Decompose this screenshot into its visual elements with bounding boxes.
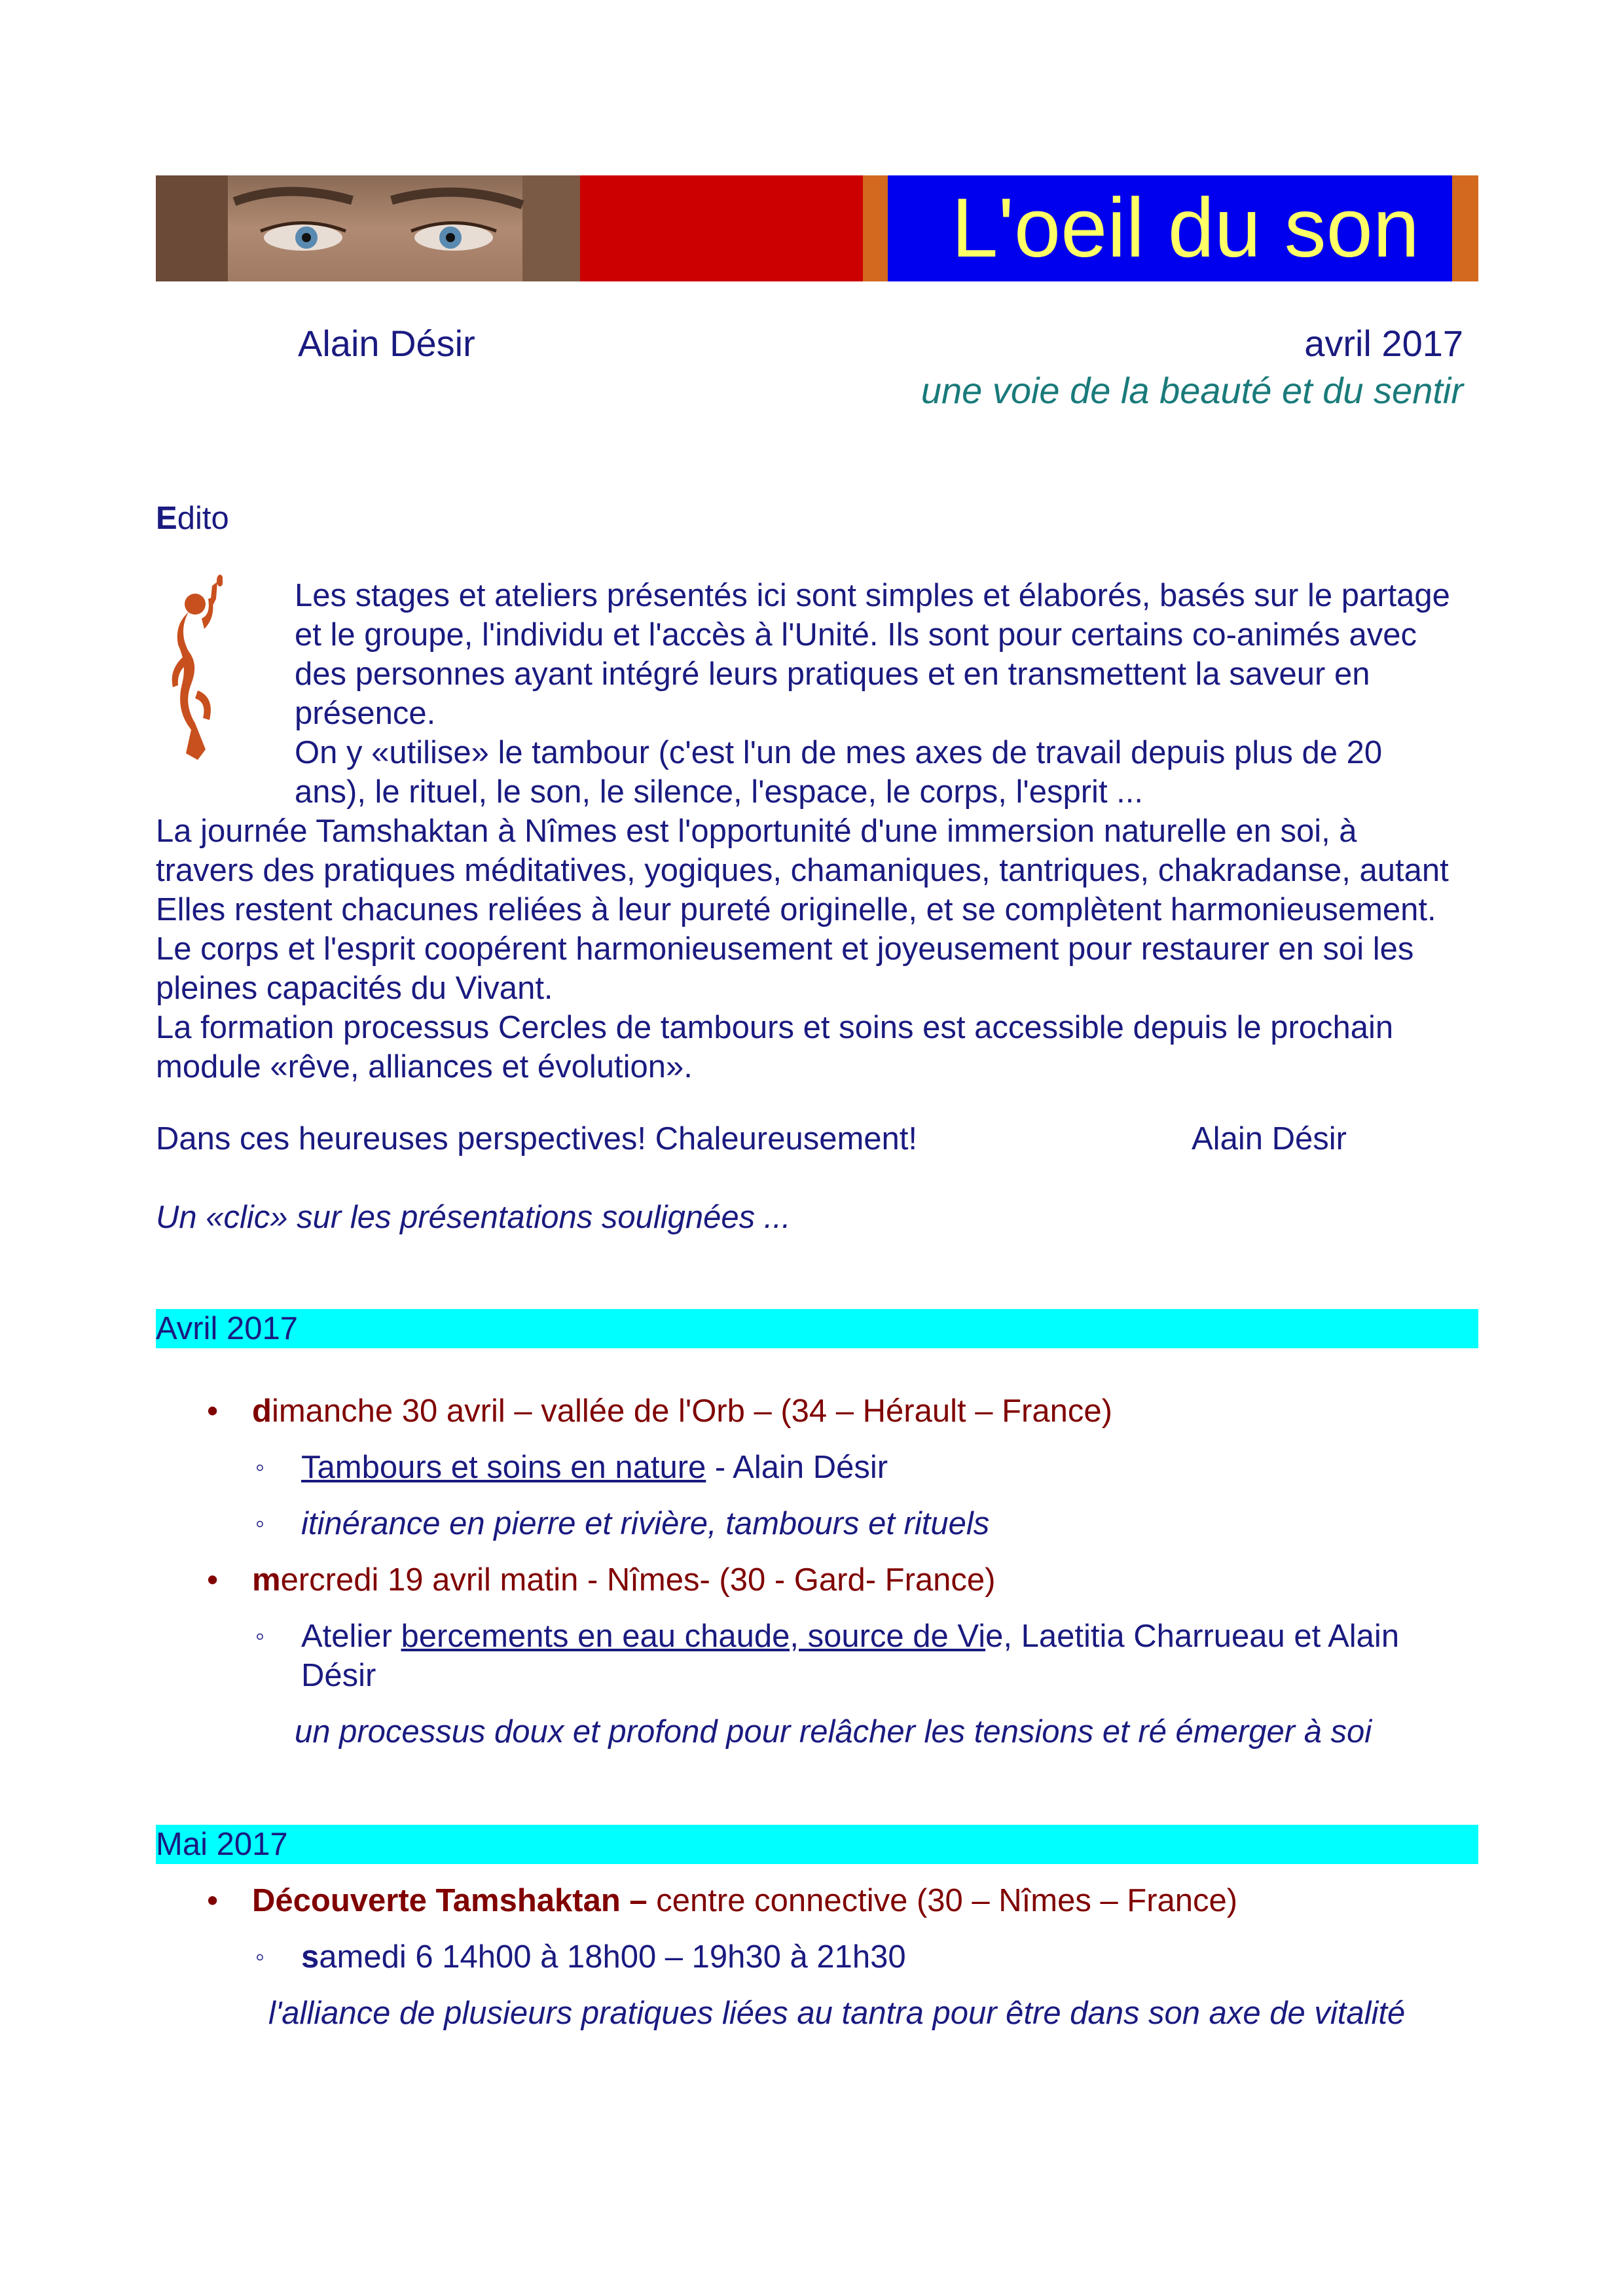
author-name: Alain Désir [298, 323, 475, 364]
event-schedule [301, 1937, 906, 1977]
issue-date: avril 2017 [1304, 323, 1463, 364]
event-prefix: Atelier [301, 1619, 401, 1654]
event-presenter: - Alain Désir [706, 1450, 888, 1485]
event-date-initial: s [301, 1939, 319, 1975]
event-heading: ercredi 19 avril matin - Nîmes- (30 - Gard- France) [280, 1562, 996, 1598]
bullet-dot-icon: • [207, 1562, 219, 1598]
edito-line: La formation processus Cercles de tambours et soins est accessible depuis le prochain [156, 1010, 1394, 1045]
newsletter-title: L'oeil du son [951, 181, 1419, 275]
event-heading: imanche 30 avril – vallée de l'Orb – (34 – Hérault – France) [271, 1393, 1112, 1429]
event-description: l'alliance de plusieurs pratiques liées au tantra pour être dans son axe de vitalité [268, 1996, 1406, 2031]
edito-line: des personnes ayant intégré leurs pratiques et en transmettent la saveur en [295, 656, 1370, 692]
closing-signature: Alain Désir [1192, 1121, 1347, 1157]
click-note: Un «clic» sur les présentations soulignées ... [156, 1200, 791, 1235]
edito-intro [295, 576, 1470, 812]
edito-heading [156, 499, 229, 538]
event-title: Découverte Tamshaktan – [252, 1883, 647, 1918]
edito-line: présence. [295, 696, 436, 731]
event-tamshaktan [252, 1881, 1237, 1920]
event-date-initial: d [252, 1393, 272, 1429]
bullet-dot-icon: • [207, 1393, 219, 1429]
event-presenters: e, Laetitia Charrueau et Alain [985, 1619, 1400, 1654]
event-location: centre connective (30 – Nîmes – France) [647, 1883, 1238, 1918]
circle-bullet-icon: ◦ [255, 1622, 265, 1651]
edito-line: module «rêve, alliances et évolution». [156, 1049, 693, 1085]
tambours-soins-link[interactable]: Tambours et soins en nature [301, 1450, 706, 1485]
edito-heading-initial: E [156, 501, 177, 536]
edito-line: Elles restent chacunes reliées à leur pureté originelle, et se complètent harmonieusement. [156, 892, 1436, 927]
event-link-line [301, 1448, 888, 1487]
edito-line: On y «utilise» le tambour (c'est l'un de mes axes de travail depuis plus de 20 [295, 735, 1383, 770]
section-label: Avril 2017 [156, 1311, 299, 1346]
edito-heading-rest: dito [177, 501, 229, 536]
event-date-initial: m [252, 1562, 281, 1598]
circle-bullet-icon: ◦ [255, 1943, 265, 1971]
edito-line: La journée Tamshaktan à Nîmes est l'opportunité d'une immersion naturelle en soi, à [156, 814, 1357, 849]
banner-orange-right [1452, 175, 1478, 281]
closing-text: Dans ces heureuses perspectives! Chaleureusement! [156, 1121, 918, 1157]
section-bar-april [156, 1309, 1478, 1348]
edito-body [156, 812, 1470, 1086]
edito-line: ans), le rituel, le son, le silence, l'espace, le corps, l'esprit ... [295, 774, 1144, 810]
tagline: une voie de la beauté et du sentir [921, 370, 1463, 411]
circle-bullet-icon: ◦ [255, 1509, 265, 1538]
eyes-photo [156, 175, 580, 281]
edito-line: Les stages et ateliers présentés ici sont simples et élaborés, basés sur le partage [295, 578, 1450, 613]
bullet-dot-icon: • [207, 1883, 219, 1918]
event-april-30 [252, 1391, 1112, 1431]
edito-line: et le groupe, l'individu et l'accès à l'Unité. Ils sont pour certains co-animés avec [295, 617, 1417, 653]
event-link-line [301, 1617, 1399, 1656]
edito-line: travers des pratiques méditatives, yogiques, chamaniques, tantriques, chakradanse, autant [156, 853, 1449, 888]
section-bar-may [156, 1825, 1478, 1864]
event-times: amedi 6 14h00 à 18h00 – 19h30 à 21h30 [319, 1939, 906, 1975]
event-description: un processus doux et profond pour relâcher les tensions et ré émerger à soi [295, 1714, 1372, 1749]
edito-line: pleines capacités du Vivant. [156, 971, 553, 1006]
edito-line: Le corps et l'esprit coopérent harmonieusement et joyeusement pour restaurer en soi les [156, 931, 1414, 967]
event-description: itinérance en pierre et rivière, tambours et rituels [301, 1506, 990, 1541]
event-presenters-cont: Désir [301, 1658, 376, 1693]
banner-orange-left [863, 175, 888, 281]
section-label: Mai 2017 [156, 1827, 288, 1862]
dancer-figure-icon [169, 573, 223, 762]
bercements-link[interactable]: bercements en eau chaude, source de Vi [401, 1619, 986, 1654]
circle-bullet-icon: ◦ [255, 1453, 265, 1482]
event-april-19 [252, 1560, 995, 1600]
